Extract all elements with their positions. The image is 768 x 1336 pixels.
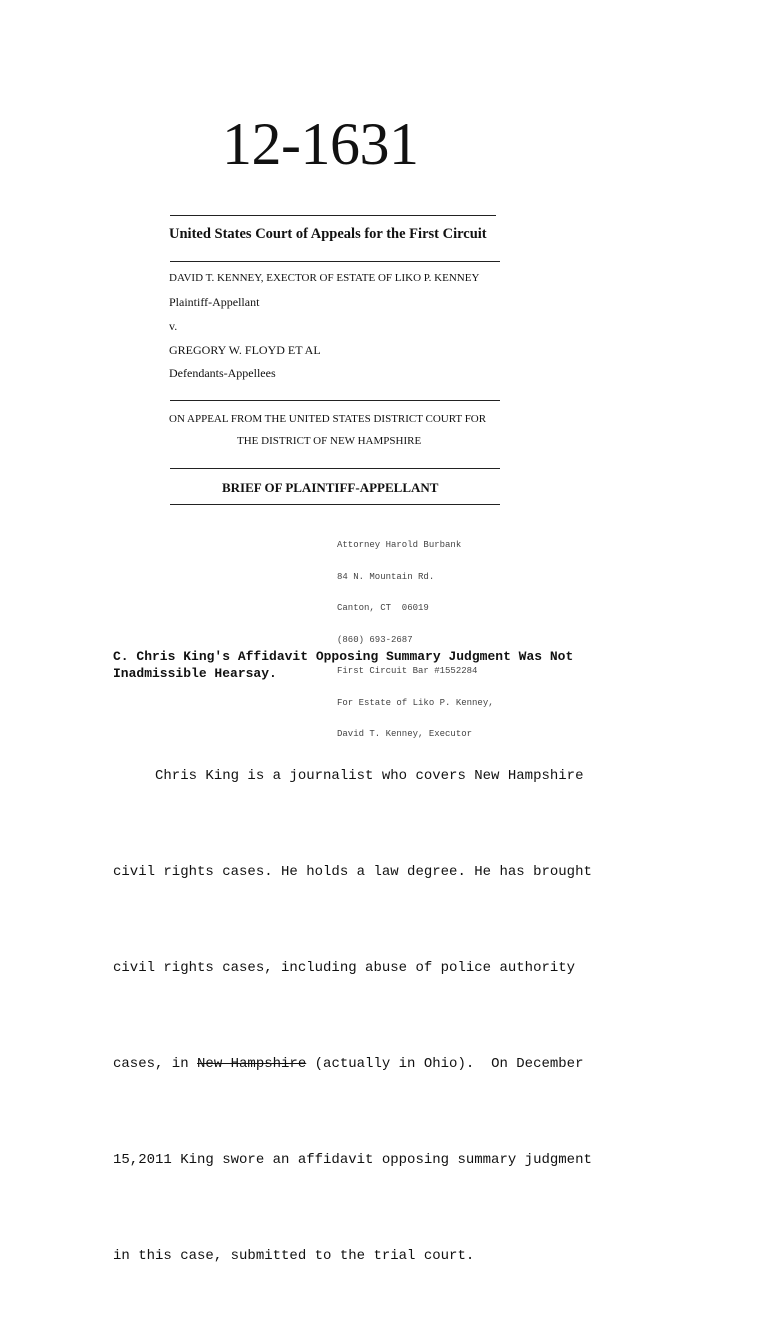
body-line: civil rights cases. He holds a law degree. He has brought bbox=[113, 864, 592, 880]
body-text-segment: cases, in bbox=[113, 1056, 198, 1072]
body-line: 15,2011 King swore an affidavit opposing summary judgment bbox=[113, 1152, 592, 1168]
attorney-line: David T. Kenney, Executor bbox=[337, 729, 473, 739]
divider bbox=[170, 468, 500, 469]
brief-title: BRIEF OF PLAINTIFF-APPELLANT bbox=[222, 480, 439, 495]
struck-text: New Hampshire bbox=[197, 1056, 307, 1072]
body-text-segment: (actually in Ohio). On December bbox=[306, 1056, 584, 1072]
appeal-line-1: ON APPEAL FROM THE UNITED STATES DISTRICT COURT FOR bbox=[169, 413, 487, 425]
attorney-line: 84 N. Mountain Rd. bbox=[337, 571, 435, 582]
attorney-line: Canton, CT 06019 bbox=[337, 603, 429, 613]
divider bbox=[170, 504, 500, 505]
attorney-line: First Circuit Bar #1552284 bbox=[337, 666, 478, 676]
plaintiff-role: Plaintiff-Appellant bbox=[169, 295, 260, 309]
divider bbox=[170, 261, 500, 262]
plaintiff-name: DAVID T. KENNEY, EXECTOR OF ESTATE OF LIKO P. KENNEY bbox=[169, 272, 480, 284]
defendant-name: GREGORY W. FLOYD ET AL bbox=[169, 343, 321, 357]
divider bbox=[170, 215, 496, 216]
body-line: Chris King is a journalist who covers New Hampshire bbox=[113, 768, 584, 784]
body-paragraph bbox=[113, 696, 592, 1336]
court-name: United States Court of Appeals for the First Circuit bbox=[169, 226, 487, 242]
body-line: in this case, submitted to the trial court. bbox=[113, 1248, 475, 1264]
case-number: 12-1631 bbox=[222, 111, 419, 177]
divider bbox=[170, 400, 500, 401]
attorney-line: For Estate of Liko P. Kenney, bbox=[337, 697, 494, 708]
attorney-line: Attorney Harold Burbank bbox=[337, 540, 462, 550]
body-line bbox=[113, 1048, 592, 1080]
attorney-line: (860) 693-2687 bbox=[337, 634, 413, 645]
body-line: civil rights cases, including abuse of police authority bbox=[113, 960, 576, 976]
defendant-role: Defendants-Appellees bbox=[169, 366, 276, 380]
section-heading: C. Chris King's Affidavit Opposing Summary Judgment Was Not Inadmissible Hearsay. bbox=[113, 649, 574, 681]
appeal-line-2: THE DISTRICT OF NEW HAMPSHIRE bbox=[237, 435, 422, 447]
versus: v. bbox=[169, 319, 178, 333]
